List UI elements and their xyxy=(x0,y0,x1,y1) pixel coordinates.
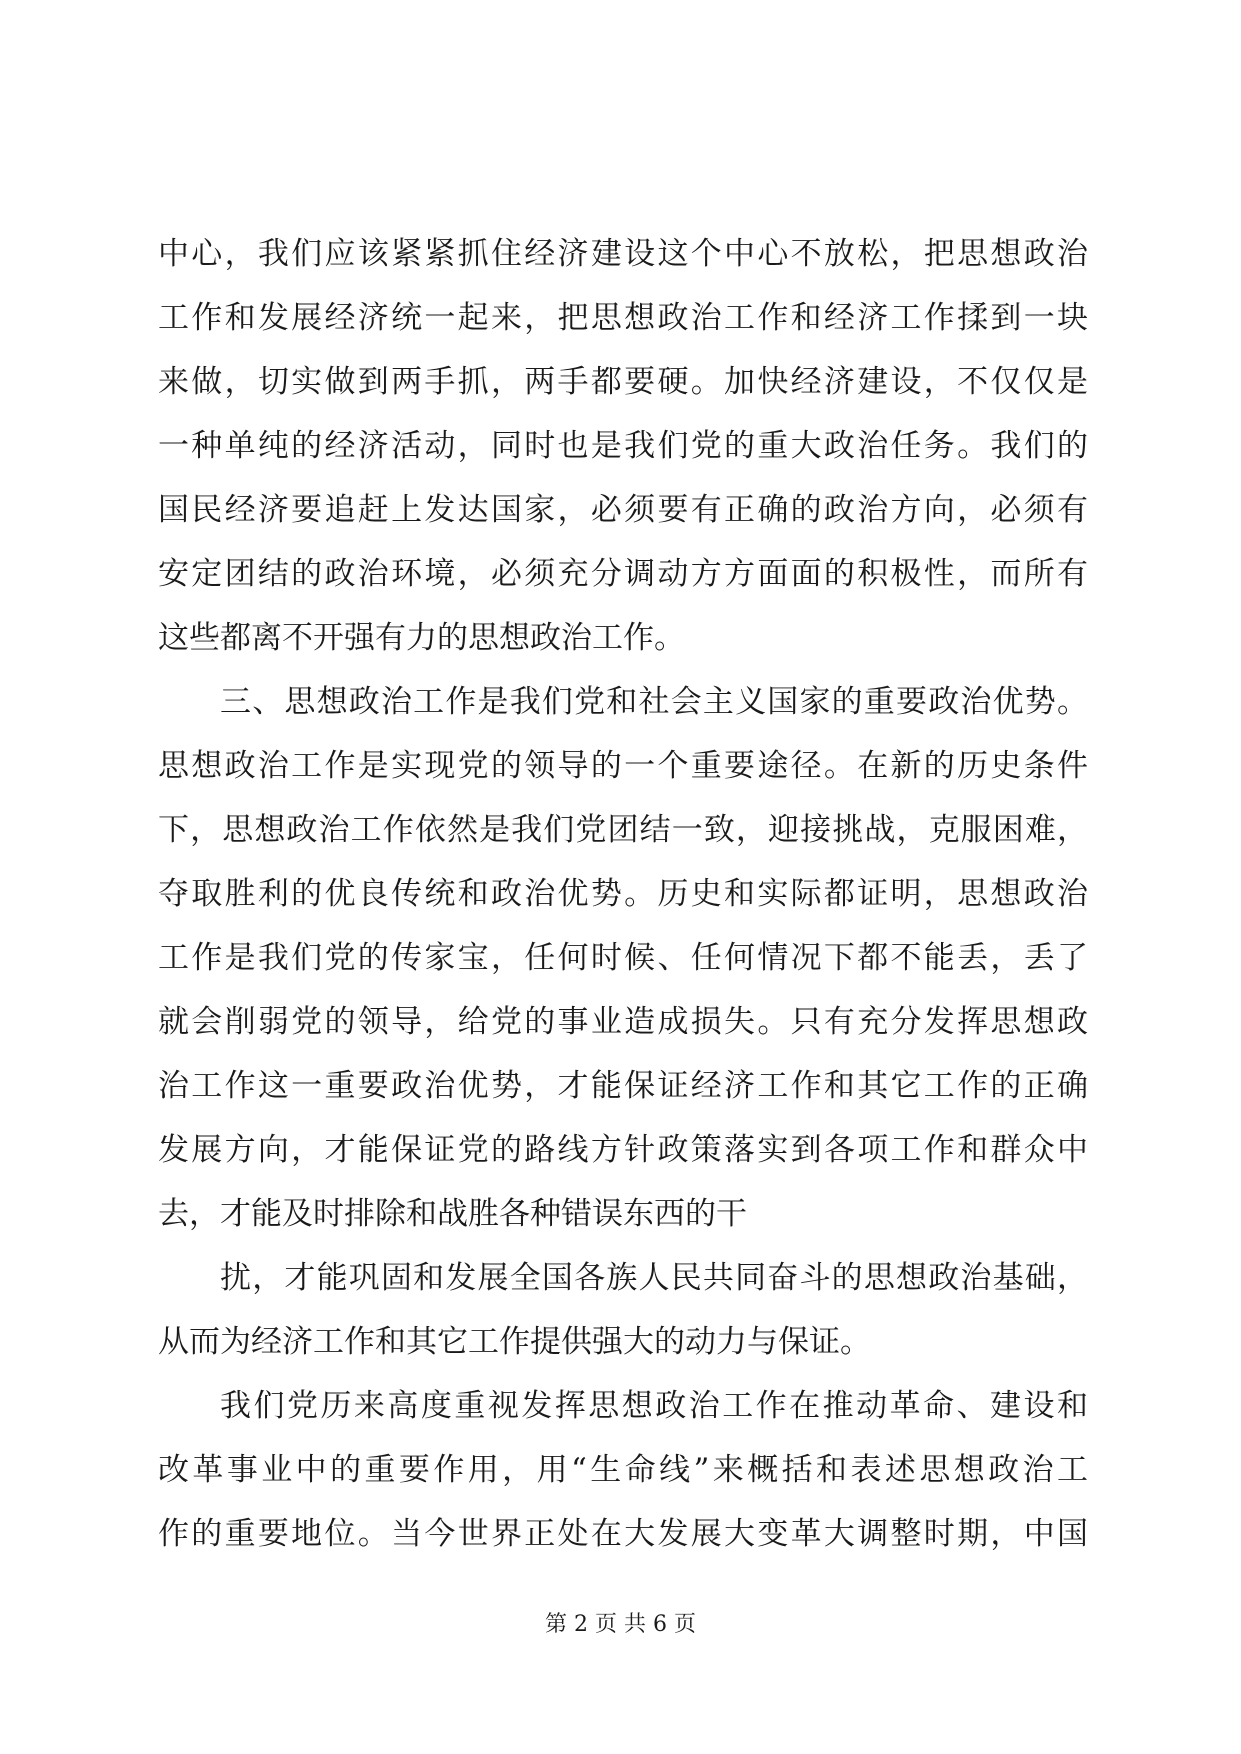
text-line: 国民经济要追赶上发达国家，必须要有正确的政治方向，必须有 xyxy=(158,492,1088,528)
text-line: 扰，才能巩固和发展全国各族人民共同奋斗的思想政治基础， xyxy=(220,1260,1088,1296)
section-heading-line: 三、思想政治工作是我们党和社会主义国家的重要政治优势。 xyxy=(220,684,1088,720)
text-line: 就会削弱党的领导，给党的事业造成损失。只有充分发挥思想政 xyxy=(158,1004,1088,1040)
text-line: 我们党历来高度重视发挥思想政治工作在推动革命、建设和 xyxy=(220,1388,1088,1424)
text-line: 下，思想政治工作依然是我们党团结一致，迎接挑战，克服困难， xyxy=(158,812,1088,848)
text-line: 思想政治工作是实现党的领导的一个重要途径。在新的历史条件 xyxy=(158,748,1088,784)
text-line: 治工作这一重要政治优势，才能保证经济工作和其它工作的正确 xyxy=(158,1068,1088,1104)
text-line: 夺取胜利的优良传统和政治优势。历史和实际都证明，思想政治 xyxy=(158,876,1088,912)
text-line: 一种单纯的经济活动，同时也是我们党的重大政治任务。我们的 xyxy=(158,428,1088,464)
text-line: 这些都离不开强有力的思想政治工作。 xyxy=(158,620,685,656)
text-line: 来做，切实做到两手抓，两手都要硬。加快经济建设，不仅仅是 xyxy=(158,364,1088,400)
text-line: 工作是我们党的传家宝，任何时候、任何情况下都不能丢，丢了 xyxy=(158,940,1088,976)
text-line: 去，才能及时排除和战胜各种错误东西的干 xyxy=(158,1196,747,1232)
text-line: 从而为经济工作和其它工作提供强大的动力与保证。 xyxy=(158,1324,871,1360)
text-line: 作的重要地位。当今世界正处在大发展大变革大调整时期，中国 xyxy=(158,1516,1088,1552)
page-number-footer: 第 2 页 共 6 页 xyxy=(545,1612,696,1637)
text-line: 工作和发展经济统一起来，把思想政治工作和经济工作揉到一块 xyxy=(158,300,1088,336)
text-line: 改革事业中的重要作用，用“生命线”来概括和表述思想政治工 xyxy=(158,1452,1088,1488)
text-line: 中心，我们应该紧紧抓住经济建设这个中心不放松，把思想政治 xyxy=(158,236,1088,272)
text-line: 发展方向，才能保证党的路线方针政策落实到各项工作和群众中 xyxy=(158,1132,1088,1168)
body-text xyxy=(158,222,1088,1566)
text-line: 安定团结的政治环境，必须充分调动方方面面的积极性，而所有 xyxy=(158,556,1088,592)
